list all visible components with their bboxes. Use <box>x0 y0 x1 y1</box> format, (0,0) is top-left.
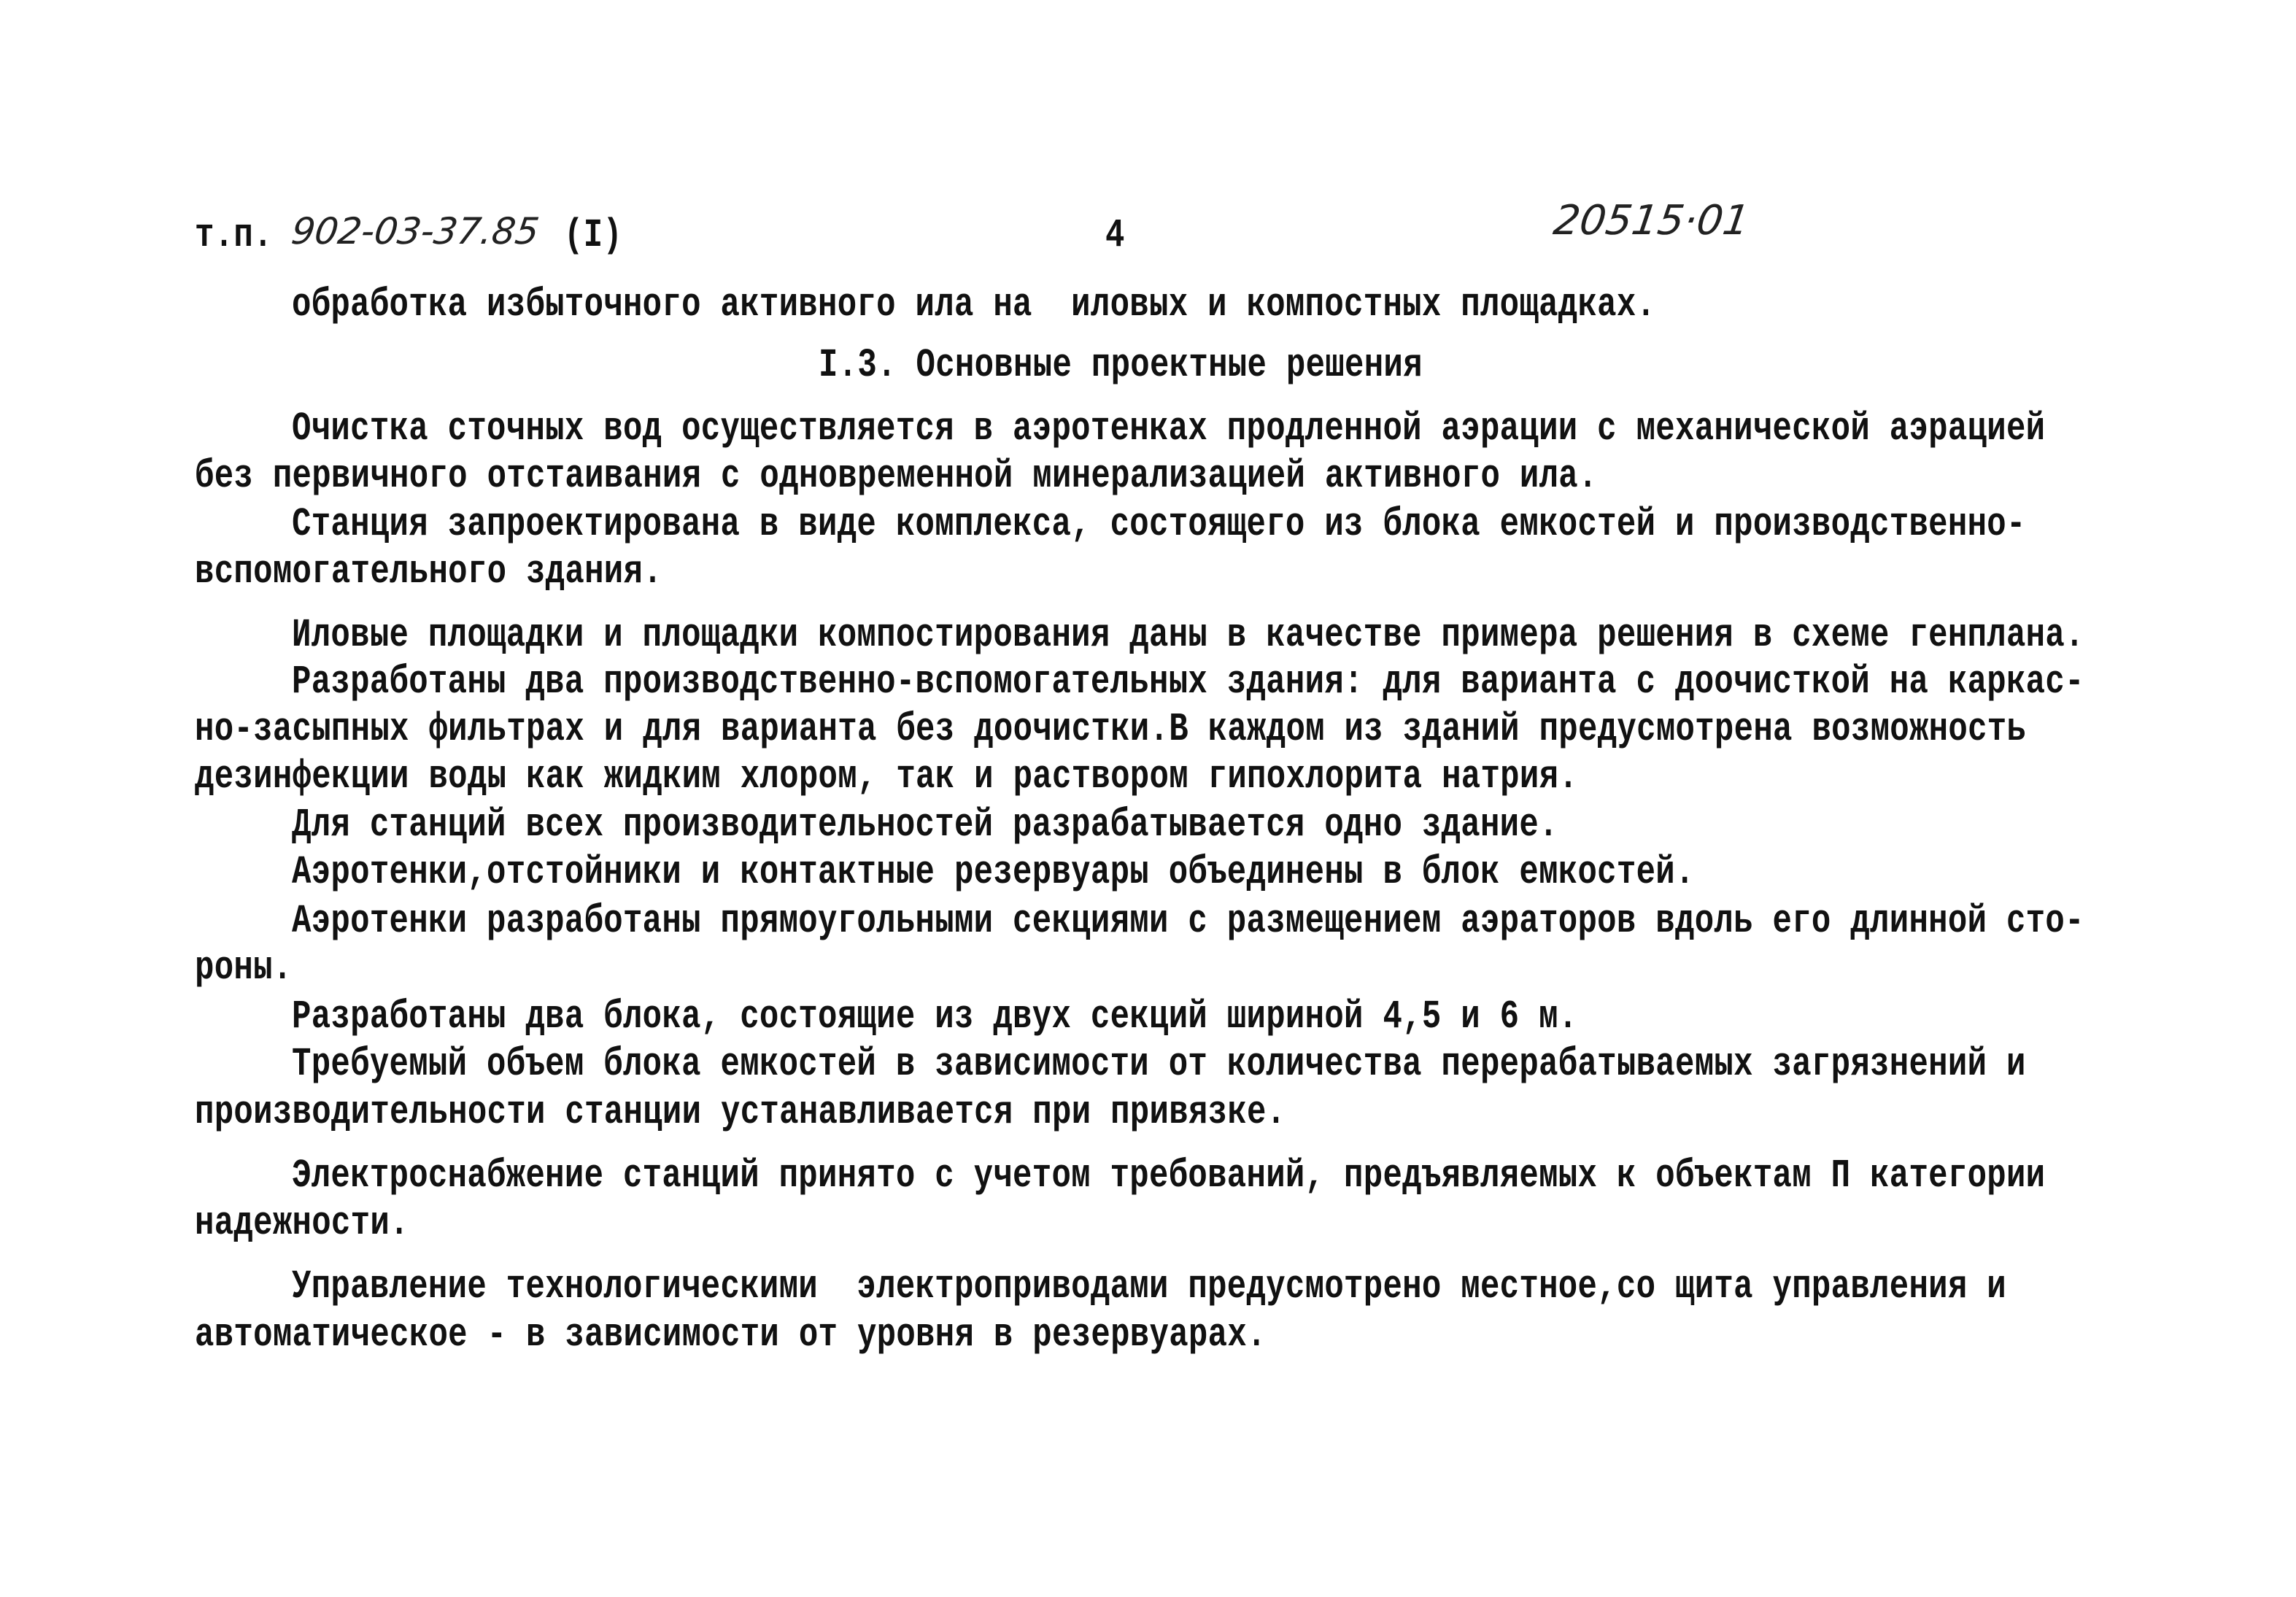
text-line: Требуемый объем блока емкостей в зависимости от количества перерабатываемых загрязнений и <box>292 1041 2026 1088</box>
text-line: Аэротенки,отстойники и контактные резервуары объединены в блок емкостей. <box>292 849 1695 896</box>
text-line: без первичного отстаивания с одновременной минерализацией активного ила. <box>195 453 1598 500</box>
text-line: Очистка сточных вод осуществляется в аэротенках продленной аэрации с механической аэрацией <box>292 406 2046 452</box>
text-line: Разработаны два блока, состоящие из двух секций шириной 4,5 и 6 м. <box>292 994 1578 1040</box>
text-line: но-засыпных фильтрах и для варианта без доочистки.В каждом из зданий предусмотрена возможность <box>195 706 2027 753</box>
doc-part: (I) <box>564 212 623 259</box>
text-line: Иловые площадки и площадки компостирования даны в качестве примера решения в схеме генплана. <box>292 612 2084 659</box>
section-heading: I.3. Основные проектные решения <box>819 342 1423 389</box>
text-line: дезинфекции воды как жидким хлором, так и раствором гипохлорита натрия. <box>195 754 1579 800</box>
text-line: Для станций всех производительностей разрабатывается одно здание. <box>292 802 1558 848</box>
doc-prefix: т.п. <box>195 212 273 259</box>
text-line: вспомогательного здания. <box>195 549 662 595</box>
doc-number-handwritten: 902-03-37.85 <box>288 210 542 252</box>
text-line: Электроснабжение станций принято с учетом требований, предъявляемых к объектам П категории <box>292 1153 2046 1199</box>
page-number: 4 <box>1105 212 1125 259</box>
text-line: производительности станции устанавливается при привязке. <box>195 1089 1286 1136</box>
text-line: надежности. <box>195 1200 409 1247</box>
text-line: автоматическое - в зависимости от уровня в резервуарах. <box>195 1312 1267 1358</box>
text-line: роны. <box>195 945 293 991</box>
text-line: Станция запроектирована в виде комплекса, состоящего из блока емкостей и производственно- <box>292 501 2026 548</box>
archive-number-handwritten: 20515·01 <box>1550 197 1752 244</box>
text-line: обработка избыточного активного ила на иловых и компостных площадках. <box>292 282 1656 328</box>
text-line: Аэротенки разработаны прямоугольными секциями с размещением аэраторов вдоль его длинной сто- <box>292 898 2084 945</box>
text-line: Разработаны два производственно-вспомогательных здания: для варианта с доочисткой на каркас- <box>292 659 2084 705</box>
text-line: Управление технологическими электроприводами предусмотрено местное,со щита управления и <box>292 1264 2006 1310</box>
